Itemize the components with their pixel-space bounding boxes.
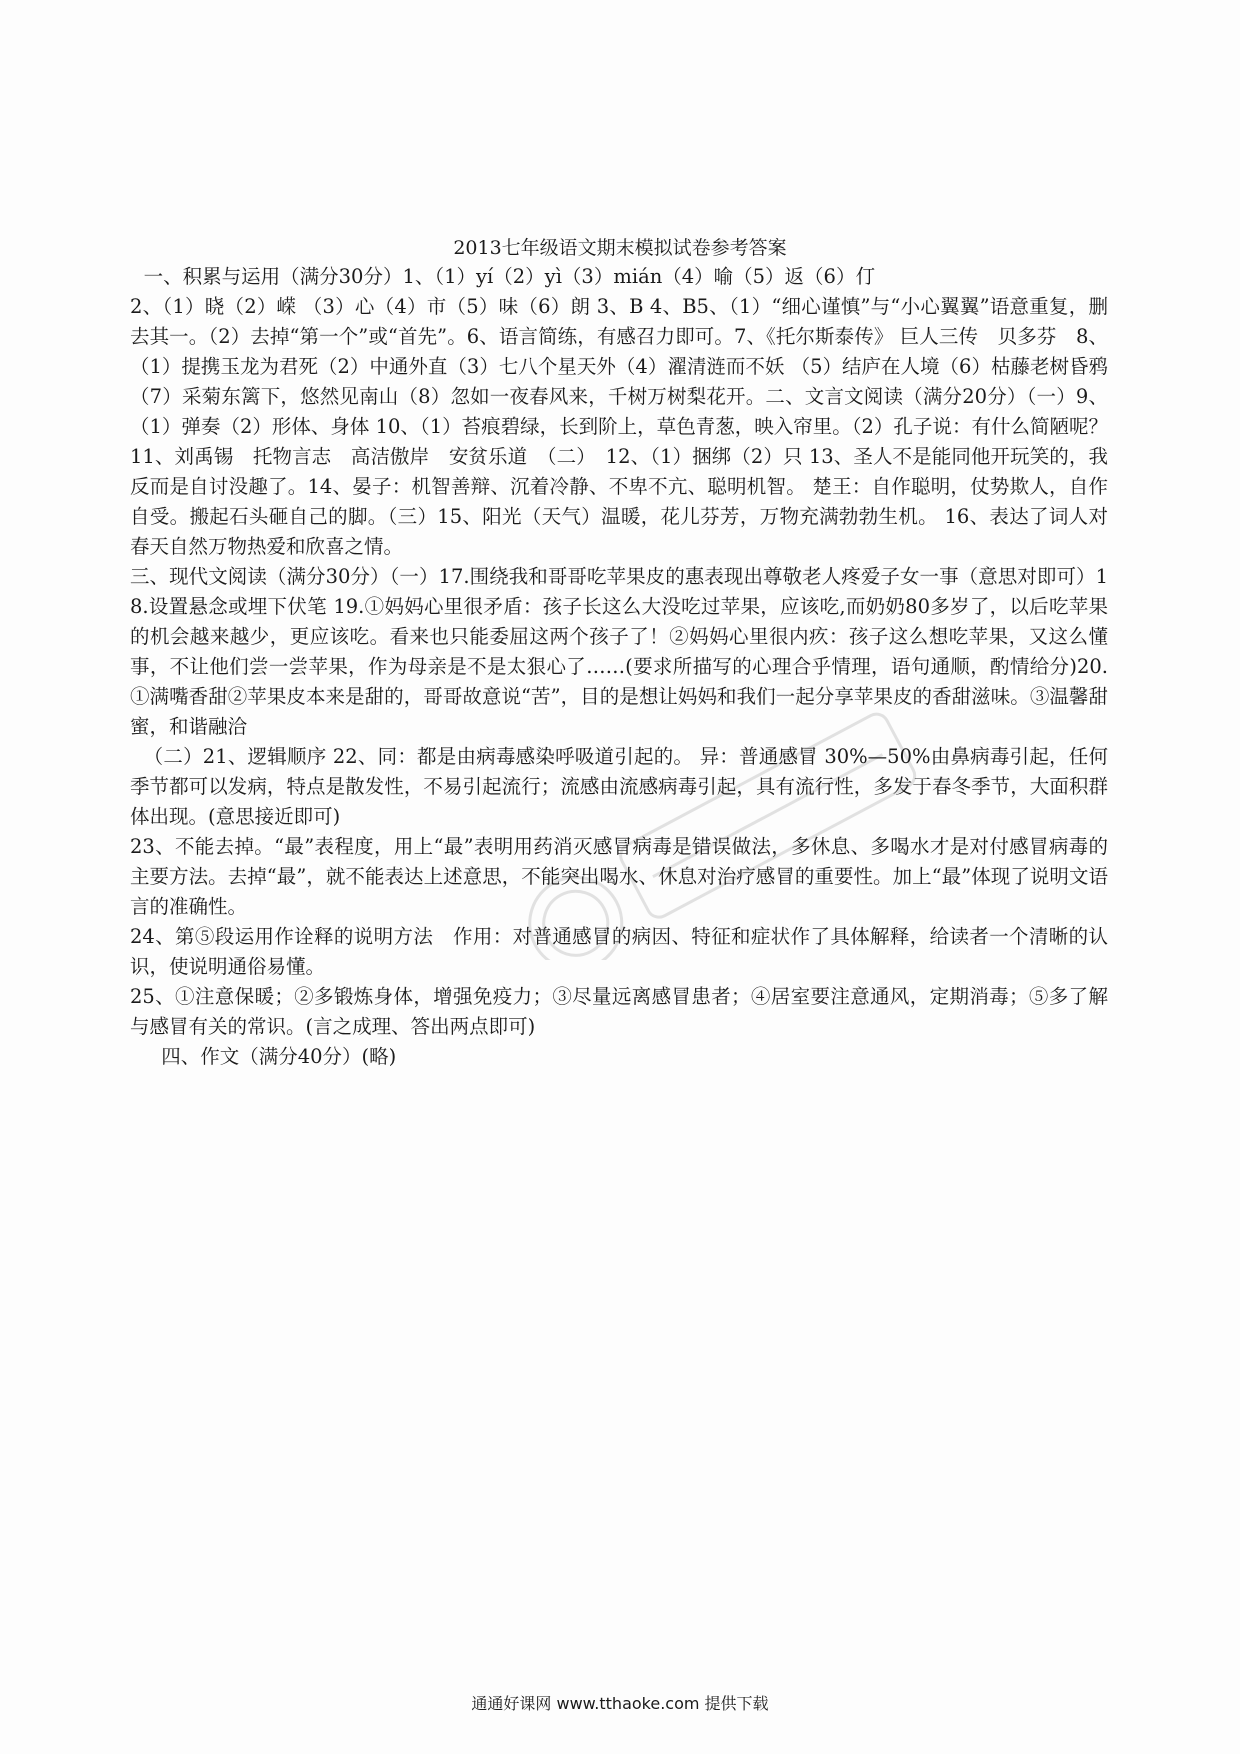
paragraph-answer-23: 23、不能去掉。“最”表程度，用上“最”表明用药消灭感冒病毒是错误做法，多休息、多喝水才是对付感冒病毒的主要方法。去掉“最”，就不能表达上述意思，不能突出喝水、休息对治疗感冒的重要性。加上“最”体现了说明文语言的准确性。 (130, 835, 1108, 918)
paragraph-section-3-part-2: （二）21、逻辑顺序 22、同：都是由病毒感染呼吸道引起的。 异：普通感冒 30%—50%由鼻病毒引起，任何季节都可以发病，特点是散发性，不易引起流行；流感由流感病毒引起，具有流行性，多发于春冬季节，大面积群体出现。(意思接近即可) (130, 745, 1108, 828)
paragraph-section-4: 四、作文（满分40分）(略) (161, 1045, 397, 1068)
footer-download-note: 通通好课网 www.tthaoke.com 提供下载 (471, 1694, 769, 1713)
answer-body (130, 262, 1108, 1072)
paragraph-answer-25: 25、①注意保暖；②多锻炼身体，增强免疫力；③尽量远离感冒患者；④居室要注意通风，定期消毒；⑤多了解与感冒有关的常识。(言之成理、答出两点即可) (130, 985, 1108, 1038)
paragraph-answer-24: 24、第⑤段运用作诠释的说明方法 作用：对普通感冒的病因、特征和症状作了具体解释，给读者一个清晰的认识，使说明通俗易懂。 (130, 925, 1108, 978)
paragraph-section-1-header: 一、积累与运用（满分30分）1、（1）yí（2）yì（3）mián（4）喻（5）返（6）仃 (143, 265, 875, 288)
paragraph-section-3-part-1: 三、现代文阅读（满分30分）（一）17.围绕我和哥哥吃苹果皮的惠表现出尊敬老人疼爱子女一事（意思对即可）18.设置悬念或埋下伏笔 19.①妈妈心里很矛盾：孩子长这么大没吃过苹果，应该吃,而奶奶80多岁了，以后吃苹果的机会越来越少，更应该吃。看来也只能委屈这两个孩子了！②妈妈心里很内疚：孩子这么想吃苹果，又这么懂事，不让他们尝一尝苹果，作为母亲是不是太狠心了……(要求所描写的心理合乎情理，语句通顺，酌情给分)20.①满嘴香甜②苹果皮本来是甜的，哥哥故意说“苦”，目的是想让妈妈和我们一起分享苹果皮的香甜滋味。③温馨甜蜜，和谐融洽 (130, 565, 1108, 738)
paragraph-section-1-2: 2、（1）晓（2）嵘 （3）心（4）市（5）味（6）朗 3、B 4、B5、（1）“细心谨慎”与“小心翼翼”语意重复，删去其一。（2）去掉“第一个”或“首先”。6、语言简练，有感召力即可。7、《托尔斯泰传》 巨人三传 贝多芬 8、（1）提携玉龙为君死（2）中通外直（3）七八个星天外（4）濯清涟而不妖 （5）结庐在人境（6）枯藤老树昏鸦（7）采菊东篱下，悠然见南山（8）忽如一夜春风来，千树万树梨花开。二、文言文阅读（满分20分）（一）9、（1）弹奏（2）形体、身体 10、（1）苔痕碧绿，长到阶上，草色青葱，映入帘里。（2）孔子说：有什么简陋呢？11、刘禹锡 托物言志 高洁傲岸 安贫乐道 （二） 12、（1）捆绑（2）只 13、圣人不是能同他开玩笑的，我反而是自讨没趣了。14、晏子：机智善辩、沉着冷静、不卑不亢、聪明机智。 楚王：自作聪明，仗势欺人，自作自受。搬起石头砸自己的脚。（三）15、阳光（天气）温暖，花儿芬芳，万物充满勃勃生机。 16、表达了词人对春天自然万物热爱和欣喜之情。 (130, 295, 1108, 558)
document-title: 2013七年级语文期末模拟试卷参考答案 (453, 237, 787, 259)
